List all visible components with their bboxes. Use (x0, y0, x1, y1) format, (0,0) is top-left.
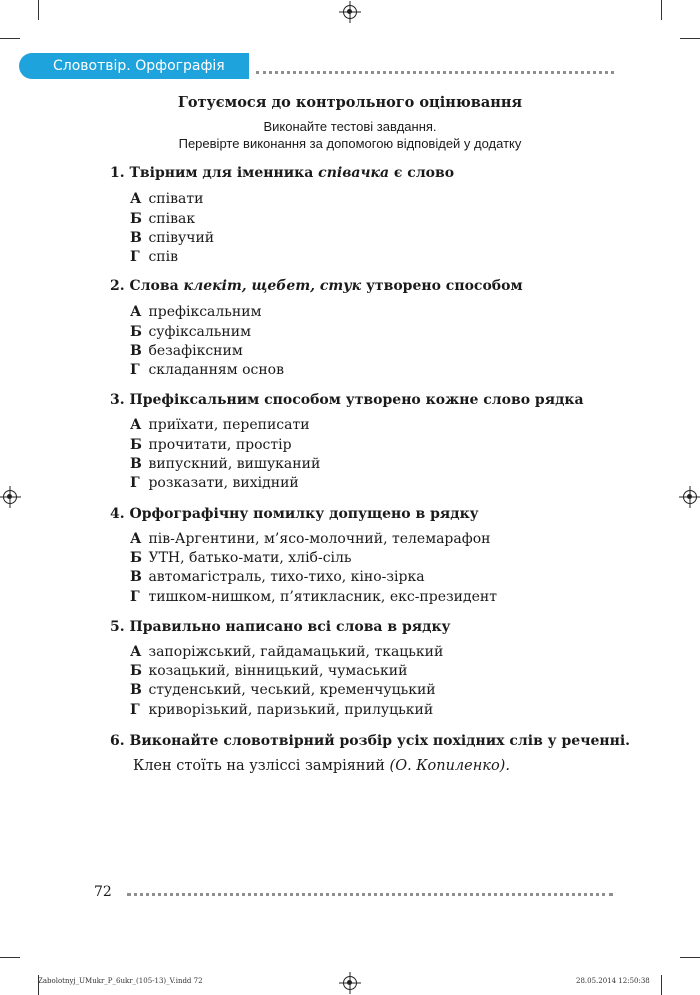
answer-option: Г тишком-нишком, п’ятикласник, екс-президент (130, 589, 497, 605)
footer-dotted-rule (127, 893, 613, 896)
crop-mark (0, 38, 20, 39)
crop-mark (661, 0, 662, 20)
answer-option: Б УТН, батько-мати, хліб-сіль (130, 550, 352, 566)
section-tab (19, 53, 249, 79)
answer-option: А запоріжський, гайдамацький, ткацький (130, 644, 444, 660)
sentence-author: (О. Копиленко). (389, 758, 510, 774)
crop-mark (680, 957, 700, 958)
answer-option: Б суфіксальним (130, 324, 251, 340)
crop-mark (680, 38, 700, 39)
registration-mark-icon (683, 490, 697, 504)
crop-mark (38, 0, 39, 20)
answer-option: В студенський, чеський, кременчуцький (130, 682, 436, 698)
question-3: 3. Префіксальним способом утворено кожне слово рядка (110, 392, 584, 408)
question-1: 1. Твірним для іменника співачка є слово (110, 165, 455, 181)
answer-option: В автомагістраль, тихо-тихо, кіно-зірка (130, 569, 425, 585)
page-title: Готуємося до контрольного оцінювання (177, 94, 523, 111)
registration-mark-icon (3, 490, 17, 504)
header-dotted-rule (256, 71, 614, 74)
section-label: Словотвір. Орфографія (53, 58, 225, 74)
answer-option: Г складанням основ (130, 362, 284, 378)
answer-option: В випускний, вишуканий (130, 456, 321, 472)
question-5: 5. Правильно написано всі слова в рядку (110, 619, 451, 635)
answer-option: А пів-Аргентини, м’ясо-молочний, телемарафон (130, 531, 491, 547)
answer-option: Б козацький, вінницький, чумаський (130, 663, 408, 679)
answer-option: Г спів (130, 249, 178, 265)
example-sentence: Клен стоїть на узліссі замріяний (О. Копиленко). (133, 758, 510, 774)
answer-option: А співати (130, 191, 204, 207)
print-slug-file: Zabolotnyj_UMukr_P_6ukr_(105-13)_V.indd 72 (38, 977, 203, 985)
answer-option: В безафіксним (130, 343, 243, 359)
answer-option: Г криворізький, паризький, прилуцький (130, 702, 434, 718)
page-number: 72 (94, 884, 112, 900)
registration-mark-icon (343, 5, 357, 19)
crop-mark (0, 957, 20, 958)
instruction-line: Перевірте виконання за допомогою відповідей у додатку (178, 136, 522, 151)
answer-option: В співучий (130, 230, 215, 246)
question-4: 4. Орфографічну помилку допущено в рядку (110, 506, 479, 522)
crop-mark (661, 975, 662, 995)
question-2: 2. Слова клекіт, щебет, стук утворено способом (110, 278, 523, 294)
answer-option: Б співак (130, 211, 196, 227)
print-slug-date: 28.05.2014 12:50:38 (576, 977, 650, 985)
answer-option: А префіксальним (130, 304, 262, 320)
instruction-line: Виконайте тестові завдання. (263, 119, 437, 134)
registration-mark-icon (343, 976, 357, 990)
answer-option: Г розказати, вихідний (130, 475, 299, 491)
answer-option: Б прочитати, простір (130, 437, 292, 453)
answer-option: А приїхати, переписати (130, 417, 310, 433)
question-6: 6. Виконайте словотвірний розбір усіх похідних слів у реченні. (110, 733, 631, 749)
